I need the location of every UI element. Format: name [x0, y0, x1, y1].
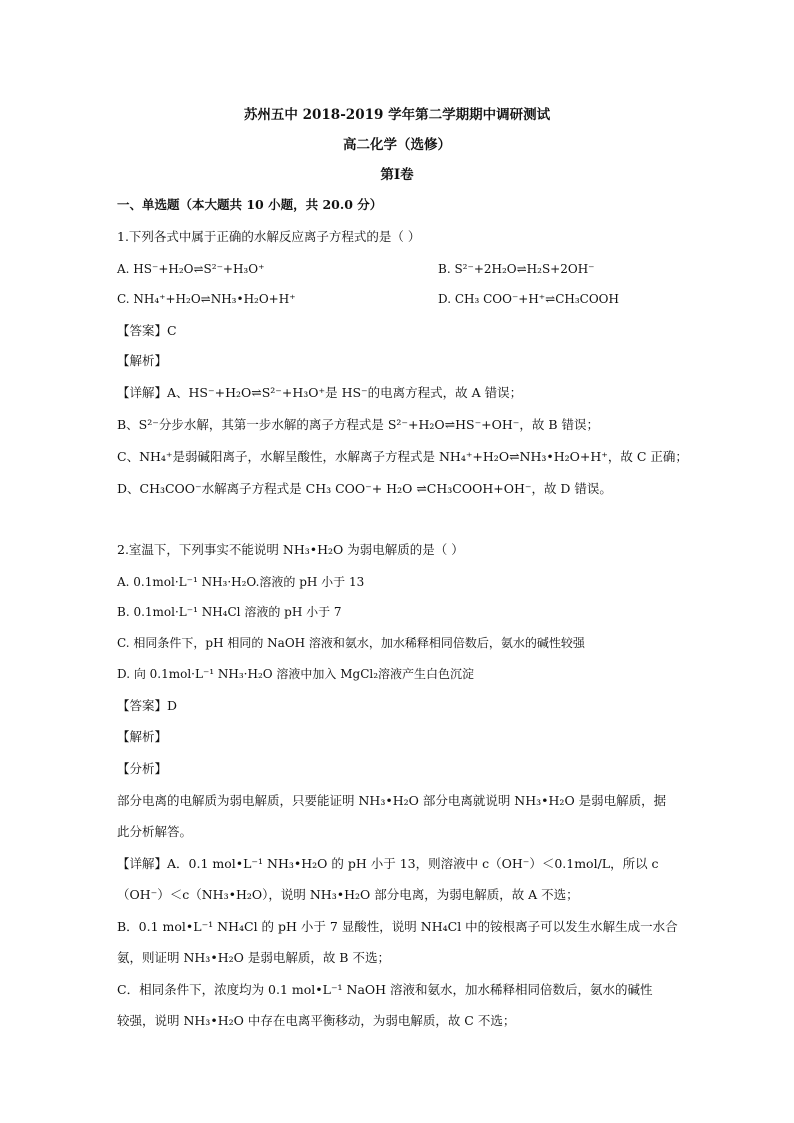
question-1-detail-b: B、S²⁻分步水解，其第一步水解的离子方程式是 S²⁻+H₂O⇌HS⁻+OH⁻，故 B 错误；	[117, 417, 600, 432]
question-1-option-b: B. S²⁻+2H₂O⇌H₂S+2OH⁻	[438, 262, 595, 276]
section-heading: 一、单选题（本大题共 10 小题，共 20.0 分）	[117, 197, 383, 212]
question-1-option-c: C. NH₄⁺+H₂O⇌NH₃•H₂O+H⁺	[117, 292, 296, 306]
question-2-detail-c-line-2: 较强，说明 NH₃•H₂O 中存在电离平衡移动，为弱电解质，故 C 不选；	[117, 1013, 516, 1028]
question-2-detail-b-line-2: 氨，则证明 NH₃•H₂O 是弱电解质，故 B 不选；	[117, 950, 390, 965]
question-2-option-a: A. 0.1mol·L⁻¹ NH₃·H₂O.溶液的 pH 小于 13	[117, 575, 365, 589]
question-2-detail-a-line-1: 【详解】A．0.1 mol•L⁻¹ NH₃•H₂O 的 pH 小于 13，则溶液中 c（OH⁻）＜0.1mol/L，所以 c	[117, 856, 659, 871]
question-2-fenxi-label: 【分析】	[117, 761, 168, 776]
question-2-detail-a-line-2: （OH⁻）＜c（NH₃•H₂O），说明 NH₃•H₂O 部分电离，为弱电解质，故 A 不选；	[117, 887, 579, 902]
question-1-detail-a: 【详解】A、HS⁻+H₂O⇌S²⁻+H₃O⁺是 HS⁻的电离方程式，故 A 错误；	[117, 385, 523, 400]
question-1-answer: 【答案】C	[117, 323, 177, 338]
question-1-detail-c: C、NH₄⁺是弱碱阳离子，水解呈酸性，水解离子方程式是 NH₄⁺+H₂O⇌NH₃•H₂O+H⁺，故 C 正确；	[117, 449, 688, 464]
question-2-detail-b-line-1: B．0.1 mol•L⁻¹ NH₄Cl 的 pH 小于 7 显酸性，说明 NH₄Cl 中的铵根离子可以发生水解生成一水合	[117, 919, 678, 934]
question-2-option-c: C. 相同条件下，pH 相同的 NaOH 溶液和氨水，加水稀释相同倍数后，氨水的碱性较强	[117, 636, 585, 650]
question-2-option-b: B. 0.1mol·L⁻¹ NH₄Cl 溶液的 pH 小于 7	[117, 605, 342, 619]
volume-label: 第Ⅰ卷	[380, 167, 414, 183]
question-2-answer: 【答案】D	[117, 698, 178, 713]
question-2-option-d: D. 向 0.1mol·L⁻¹ NH₃·H₂O 溶液中加入 MgCl₂溶液产生白色沉淀	[117, 667, 475, 681]
question-1-option-a: A. HS⁻+H₂O⇌S²⁻+H₃O⁺	[117, 262, 265, 276]
question-1-stem: 1.下列各式中属于正确的水解反应离子方程式的是（ ）	[117, 229, 421, 244]
question-2-detail-c-line-1: C．相同条件下，浓度均为 0.1 mol•L⁻¹ NaOH 溶液和氨水，加水稀释相同倍数后，氨水的碱性	[117, 982, 653, 997]
question-1-option-d: D. CH₃ COO⁻+H⁺⇌CH₃COOH	[438, 292, 619, 306]
exam-title: 苏州五中 2018-2019 学年第二学期期中调研测试	[243, 107, 551, 123]
question-2-fenxi-line-1: 部分电离的电解质为弱电解质，只要能证明 NH₃•H₂O 部分电离就说明 NH₃•H₂O 是弱电解质，据	[117, 793, 667, 808]
question-1-analysis-label: 【解析】	[117, 353, 168, 368]
exam-subtitle: 高二化学（选修）	[343, 137, 451, 153]
question-2-stem: 2.室温下，下列事实不能说明 NH₃•H₂O 为弱电解质的是（ ）	[117, 542, 464, 557]
question-2-analysis-label: 【解析】	[117, 729, 168, 744]
question-1-detail-d: D、CH₃COO⁻水解离子方程式是 CH₃ COO⁻+ H₂O ⇌CH₃COOH+OH⁻，故 D 错误。	[117, 481, 612, 496]
question-2-fenxi-line-2: 此分析解答。	[117, 824, 193, 839]
